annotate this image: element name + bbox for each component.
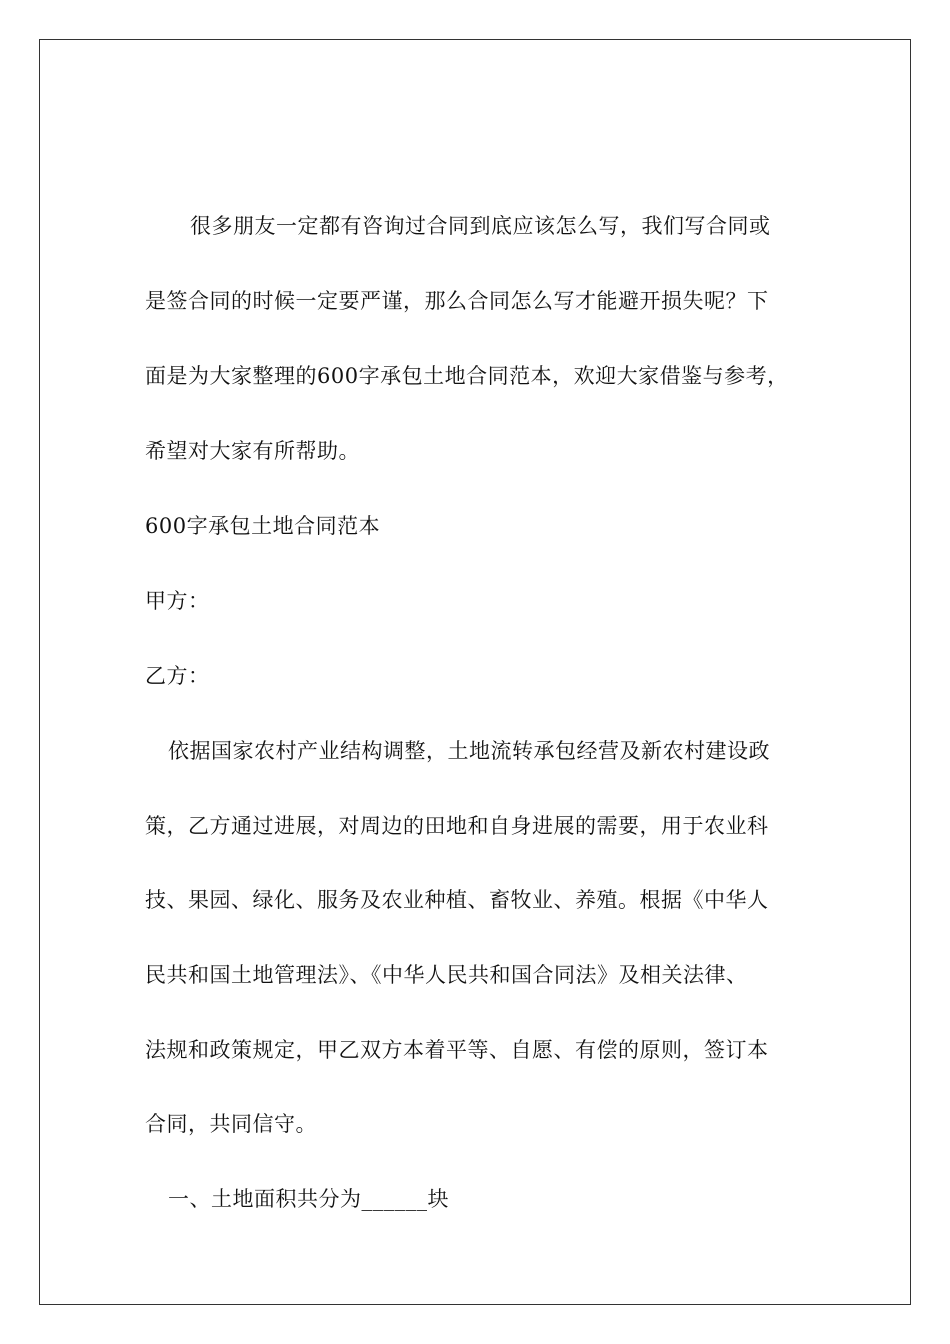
party-b-label: 乙方：: [145, 664, 210, 688]
document-title: 600字承包土地合同范本: [145, 514, 381, 538]
preamble-line-5: 法规和政策规定，甲乙双方本着平等、自愿、有偿的原则，签订本: [145, 1038, 769, 1062]
preamble-line-4: 民共和国土地管理法》、《中华人民共和国合同法》及相关法律、: [145, 963, 748, 987]
preamble-line-6: 合同，共同信守。: [145, 1112, 317, 1136]
intro-line-4: 希望对大家有所帮助。: [145, 439, 360, 463]
intro-line-2: 是签合同的时候一定要严谨，那么合同怎么写才能避开损失呢？下: [145, 289, 769, 313]
preamble-line-2: 策，乙方通过进展，对周边的田地和自身进展的需要，用于农业科: [145, 814, 769, 838]
preamble-line-3: 技、果园、绿化、服务及农业种植、畜牧业、养殖。根据《中华人: [145, 888, 769, 912]
clause-1: 一、土地面积共分为______块: [168, 1187, 449, 1211]
party-a-label: 甲方：: [145, 589, 210, 613]
intro-line-3: 面是为大家整理的600字承包土地合同范本，欢迎大家借鉴与参考，: [145, 364, 789, 388]
preamble-line-1: 依据国家农村产业结构调整，土地流转承包经营及新农村建设政: [168, 739, 770, 763]
intro-line-1: 很多朋友一定都有咨询过合同到底应该怎么写，我们写合同或: [190, 214, 771, 238]
